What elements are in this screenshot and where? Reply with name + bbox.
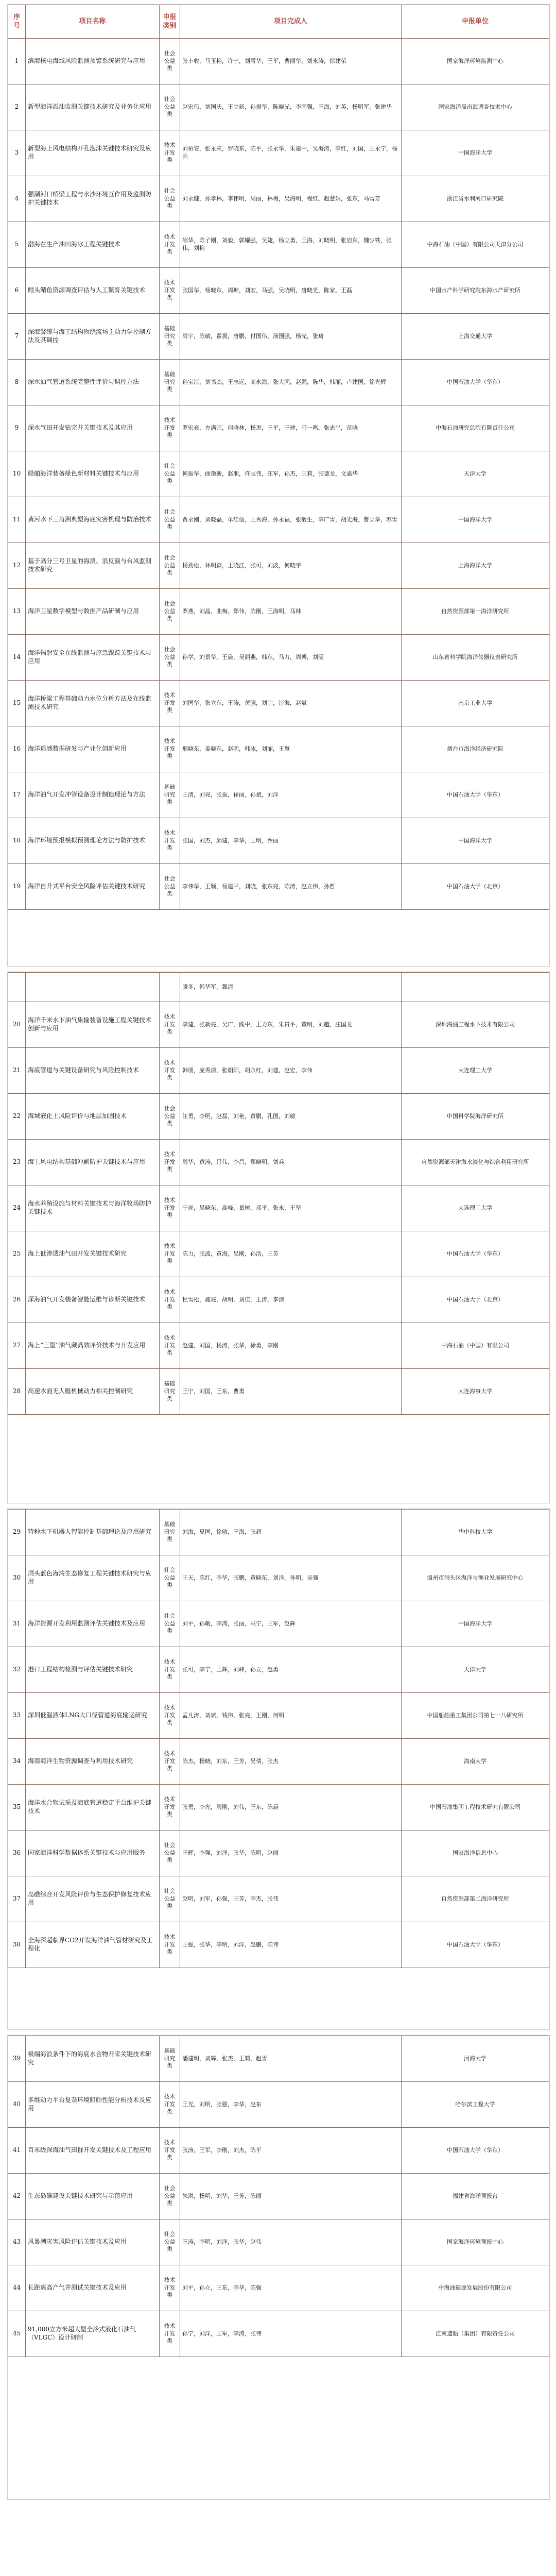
- cell-category: 社会公益类: [160, 84, 180, 130]
- header-unit: 申报单位: [402, 5, 549, 39]
- cell-no: 9: [8, 405, 26, 451]
- cell-unit: 国家海洋环境监测中心: [402, 39, 549, 84]
- cell-no: 25: [8, 1231, 26, 1277]
- cell-no: 19: [8, 864, 26, 910]
- table-row: [8, 130, 549, 176]
- cell-project-name: 深水气田开发钻完井关键技术及其应用: [26, 405, 160, 451]
- cell-no: 31: [8, 1601, 26, 1647]
- cell-project-name: 海底管道与关键设备研究与风险控制技术: [26, 1048, 160, 1094]
- table-row: [8, 1876, 549, 1922]
- cell-unit: 中国石油大学（北京）: [402, 1277, 549, 1323]
- cell-unit: 深圳海油工程水下技术有限公司: [402, 1002, 549, 1048]
- cell-people: 朱洪，杨明，刘华，王芳，陈丽: [180, 2174, 402, 2219]
- cell-category: 技术开发类: [160, 1323, 180, 1369]
- table-row: [8, 360, 549, 405]
- cell-unit: 大连理工大学: [402, 1048, 549, 1094]
- table-row: [8, 1185, 549, 1231]
- cell-category: 技术开发类: [160, 405, 180, 451]
- header-people: 项目完成人: [180, 5, 402, 39]
- cell-no: 17: [8, 772, 26, 818]
- award-table-2: [8, 972, 549, 1415]
- cell-no: 38: [8, 1922, 26, 1968]
- cell-people: 刘平，孙立，王东，李华，陈强: [180, 2265, 402, 2311]
- cell-people: 张国，刘杰，邱建，李华，王明，乔丽: [180, 818, 402, 864]
- cell-unit: 江南造船（集团）有限责任公司: [402, 2311, 549, 2357]
- table-row: [8, 864, 549, 910]
- cell-project-name: 海洋环境预报模拟预测理论方法与防护技术: [26, 818, 160, 864]
- cell-category: 技术开发类: [160, 1002, 180, 1048]
- cell-no: 30: [8, 1555, 26, 1601]
- table-row: [8, 2174, 549, 2219]
- cell-no: 33: [8, 1693, 26, 1739]
- cell-project-name: 海南海洋生物资源调查与利用技术研究: [26, 1739, 160, 1785]
- cell-no: 36: [8, 1831, 26, 1876]
- cell-no: 4: [8, 176, 26, 222]
- cell-project-name: 海洋辐射安全在线监测与应急跟踪关键技术与应用: [26, 635, 160, 681]
- cell-category: 社会公益类: [160, 1094, 180, 1140]
- cell-no: 7: [8, 314, 26, 360]
- cell-unit: 中国石油大学（华东）: [402, 360, 549, 405]
- cell-no: 20: [8, 1002, 26, 1048]
- cell-project-name: 新型海洋溢油监测关键技术研究及业务化应用: [26, 84, 160, 130]
- cell-unit: 哈尔滨工程大学: [402, 2082, 549, 2128]
- cell-project-name: 长距离高产气井测试关键技术及应用: [26, 2265, 160, 2311]
- cell-people: 韩朋，庞秀清，张朝阳，胡永红，刘建，赵宏，李伟: [180, 1048, 402, 1094]
- cell-no: 23: [8, 1140, 26, 1185]
- cell-people: 周华，黄涛，吕伟，李昌，郑晓明，刘兵: [180, 1140, 402, 1185]
- table-row: [8, 1369, 549, 1415]
- table-row: [8, 1647, 549, 1693]
- cell-category: 技术开发类: [160, 1231, 180, 1277]
- table-row: [8, 2082, 549, 2128]
- cell-project-name: 海洋千米水下油气集输装备设施工程关键技术创新与应用: [26, 1002, 160, 1048]
- table-row: [8, 1231, 549, 1277]
- table-page-2: [7, 972, 550, 1503]
- cell-category: 技术开发类: [160, 1277, 180, 1323]
- cell-unit: 国家海洋信息中心: [402, 1831, 549, 1876]
- cell-people: 王涛，李明，刘洋，张华，赵伟: [180, 2219, 402, 2265]
- table-row: [8, 2311, 549, 2357]
- cell-people: 滕冬，韩华军，魏清: [180, 973, 402, 1002]
- cell-no: 5: [8, 222, 26, 268]
- cell-no: 35: [8, 1785, 26, 1831]
- cell-category: 基础研究类: [160, 360, 180, 405]
- cell-unit: 天津大学: [402, 1647, 549, 1693]
- header-name: 项目名称: [26, 5, 160, 39]
- cell-no: 45: [8, 2311, 26, 2357]
- cell-project-name: 海洋卫星数字模型与数据产品研制与应用: [26, 589, 160, 635]
- cell-no: 14: [8, 635, 26, 681]
- cell-unit: 天津大学: [402, 451, 549, 497]
- cell-people: 周宇，陈敏，翟振，唐鹏，付国伟，汤国强，杨光，张琦: [180, 314, 402, 360]
- cell-people: 王宁，刘国，王东，曹勇: [180, 1369, 402, 1415]
- cell-unit: 福建省海洋预报台: [402, 2174, 549, 2219]
- cell-people: 张勇，李光，周刚，刘伟，王东，陈晨: [180, 1785, 402, 1831]
- cell-no: 37: [8, 1876, 26, 1922]
- cell-category: 社会公益类: [160, 589, 180, 635]
- cell-category: 社会公益类: [160, 39, 180, 84]
- cell-project-name: 海上风电结构基础冲刷防护关键技术与应用: [26, 1140, 160, 1185]
- cell-category: 技术开发类: [160, 1140, 180, 1185]
- cell-unit: 中国石油大学（北京）: [402, 864, 549, 910]
- table-page-1: [7, 4, 550, 967]
- cell-no: 16: [8, 726, 26, 772]
- table-row: [8, 2128, 549, 2174]
- cell-category: 技术开发类: [160, 268, 180, 314]
- cell-no: 42: [8, 2174, 26, 2219]
- cell-people: 罗宏亮，方满宗，何晓林，杨进，王平，王建，马一鸣，张志平，范晓: [180, 405, 402, 451]
- cell-no: 8: [8, 360, 26, 405]
- cell-people: 贾永刚，刘晓磊，单红仙，王秀海，孙永福，张敏生，李广雪，胡光海，曹立华，苏雪: [180, 497, 402, 543]
- cell-project-name: 海洋资源开发利用监测评估关键技术及应用: [26, 1601, 160, 1647]
- cell-no: 27: [8, 1323, 26, 1369]
- cell-project-name: 特种水下机器人智能控制基础理论及应用研究: [26, 1510, 160, 1555]
- cell-unit: 自然资源部第二海洋研究所: [402, 1876, 549, 1922]
- cell-people: 赵明，刘军，孙强，王芳，李杰，张伟: [180, 1876, 402, 1922]
- table-row: [8, 176, 549, 222]
- cell-category: 社会公益类: [160, 635, 180, 681]
- cell-people: 刘永健，孙孝林，李伟明，周丽，林梅，吴海明，程红，赵慧娟，张东，马雪芳: [180, 176, 402, 222]
- table-row: [8, 973, 549, 1002]
- cell-people: 李伟华，王颖，杨建平，刘晓，张东亮，陈涛，赵立伟，孙哲: [180, 864, 402, 910]
- cell-category: 社会公益类: [160, 2219, 180, 2265]
- cell-no: 15: [8, 681, 26, 726]
- cell-no: 21: [8, 1048, 26, 1094]
- cell-project-name: 高速水面无人艇机械动力相关控制研究: [26, 1369, 160, 1415]
- cell-unit: 中国船舶重工集团公司第七一八研究所: [402, 1693, 549, 1739]
- cell-project-name: 深海警缆与海工结构物绕流场主动力学控制方法及其调控: [26, 314, 160, 360]
- cell-project-name: 91,000立方米超大型全冷式液化石油气（VLGC）设计研制: [26, 2311, 160, 2357]
- header-no: 序号: [8, 5, 26, 39]
- table-row: [8, 1785, 549, 1831]
- cell-category: 技术开发类: [160, 1185, 180, 1231]
- table-row: [8, 543, 549, 589]
- cell-no: 34: [8, 1739, 26, 1785]
- cell-category: 社会公益类: [160, 1555, 180, 1601]
- cell-no: 12: [8, 543, 26, 589]
- cell-project-name: 船舶海洋装备绿色新材料关键技术与应用: [26, 451, 160, 497]
- cell-project-name: 强潮河口桥梁工程与水沙环境互作用及监测防护关键技术: [26, 176, 160, 222]
- cell-unit: 山东省科学院海洋仪器仪表研究所: [402, 635, 549, 681]
- cell-unit: 上海交通大学: [402, 314, 549, 360]
- cell-category: 技术开发类: [160, 2128, 180, 2174]
- cell-unit: 中海石油研究总院有限责任公司: [402, 405, 549, 451]
- table-page-4: [7, 2035, 550, 2500]
- table-row: [8, 314, 549, 360]
- table-row: [8, 2219, 549, 2265]
- cell-people: 刘平，孙敏，李涛，张丽，马宁，王军，赵辉: [180, 1601, 402, 1647]
- cell-project-name: 海洋自升式平台安全风险评估关键技术研究: [26, 864, 160, 910]
- cell-people: 张国华，杨晓东，周坤，刘宏，马强，吴晓明，唐晓光，陈家，王磊: [180, 268, 402, 314]
- cell-category: [160, 973, 180, 1002]
- cell-unit: 中海石油（中国）有限公司: [402, 1323, 549, 1369]
- cell-no: 40: [8, 2082, 26, 2128]
- table-row: [8, 1002, 549, 1048]
- cell-no: 18: [8, 818, 26, 864]
- cell-unit: 中国石油大学（华东）: [402, 772, 549, 818]
- cell-unit: 中国水产科学研究院东海水产研究所: [402, 268, 549, 314]
- cell-people: 王强，张华，李明，刘洋，赵鹏，陈伟: [180, 1922, 402, 1968]
- table-row: [8, 497, 549, 543]
- cell-category: 技术开发类: [160, 818, 180, 864]
- cell-people: 潘建明，刘辉，张杰，王莉，赵雪: [180, 2036, 402, 2082]
- cell-project-name: 新型海上风电结构开孔泡沫关键技术研究及应用: [26, 130, 160, 176]
- table-row: [8, 1739, 549, 1785]
- cell-people: 孙宝江，刘书杰，王志远，高永海，张大同，赵鹏，陈华，韩丽，卢建国，徐光辉: [180, 360, 402, 405]
- cell-category: 基础研究类: [160, 314, 180, 360]
- cell-unit: 中国科学院海洋研究所: [402, 1094, 549, 1140]
- cell-no: 10: [8, 451, 26, 497]
- cell-no: 1: [8, 39, 26, 84]
- cell-project-name: 生态岛礁建设关键技术研究与示范应用: [26, 2174, 160, 2219]
- cell-people: 王天，陈红，李华，张鹏，黄晓东，刘洋，孙明，吴强: [180, 1555, 402, 1601]
- cell-project-name: 海洋遥感数据研发与产业化创新应用: [26, 726, 160, 772]
- cell-no: 28: [8, 1369, 26, 1415]
- cell-unit: 海南大学: [402, 1739, 549, 1785]
- cell-project-name: 全海深超临界CO2开发海洋油气管材研究及工程化: [26, 1922, 160, 1968]
- cell-unit: 大连海事大学: [402, 1369, 549, 1415]
- cell-project-name: [26, 973, 160, 1002]
- cell-category: 基础研究类: [160, 772, 180, 818]
- cell-no: 11: [8, 497, 26, 543]
- cell-project-name: 风暴潮灾害风险评估关键技术及应用: [26, 2219, 160, 2265]
- cell-no: 3: [8, 130, 26, 176]
- cell-category: 技术开发类: [160, 2265, 180, 2311]
- table-header: [8, 5, 549, 39]
- cell-unit: 上海海洋大学: [402, 543, 549, 589]
- cell-unit: 自然资源部天津海水淡化与综合利用研究所: [402, 1140, 549, 1185]
- cell-unit: 中国石油集团工程技术研究有限公司: [402, 1785, 549, 1831]
- cell-people: 宁亮，吴晓东，高峰，葛树，邓平，张永，王坚: [180, 1185, 402, 1231]
- cell-unit: 中海油能源发展股份有限公司: [402, 2265, 549, 2311]
- cell-category: 社会公益类: [160, 1601, 180, 1647]
- table-row: [8, 818, 549, 864]
- cell-no: 29: [8, 1510, 26, 1555]
- cell-project-name: 百米级深海油气田群开发关键技术及工程应用: [26, 2128, 160, 2174]
- cell-no: [8, 973, 26, 1002]
- cell-no: 6: [8, 268, 26, 314]
- table-row: [8, 726, 549, 772]
- cell-category: 基础研究类: [160, 1369, 180, 1415]
- cell-project-name: 海上“三型”油气藏高效评价技术与开发应用: [26, 1323, 160, 1369]
- cell-project-name: 多维动力平台复杂环境船舶性能分析技术及应用: [26, 2082, 160, 2128]
- cell-people: 刘海，夏国，徐敏，王海，张超: [180, 1510, 402, 1555]
- table-row: [8, 772, 549, 818]
- cell-project-name: 滨海核电海域风险监测预警系统研究与应用: [26, 39, 160, 84]
- table-row: [8, 1922, 549, 1968]
- table-row: [8, 1601, 549, 1647]
- cell-category: 基础研究类: [160, 1510, 180, 1555]
- cell-unit: 南京工业大学: [402, 681, 549, 726]
- cell-unit: 国家海洋环境预报中心: [402, 2219, 549, 2265]
- cell-no: 26: [8, 1277, 26, 1323]
- cell-unit: 中国石油大学（华东）: [402, 2128, 549, 2174]
- cell-people: 刘国华，张立东，王涛，黄强，刘宇，汪海，赵斌: [180, 681, 402, 726]
- cell-people: 陈杰，杨晓，刘东，王芳，吴倩，张杰: [180, 1739, 402, 1785]
- cell-project-name: 深海油气开发装备智能运维与诊断关键技术: [26, 1277, 160, 1323]
- cell-category: 社会公益类: [160, 864, 180, 910]
- cell-category: 基础研究类: [160, 2036, 180, 2082]
- cell-project-name: 深圳低温液体LNG大口径管道海底输运研究: [26, 1693, 160, 1739]
- cell-category: 技术开发类: [160, 130, 180, 176]
- table-row: [8, 1693, 549, 1739]
- cell-project-name: 洞头蓝色海湾生态修复工程关键技术研究与应用: [26, 1555, 160, 1601]
- cell-people: 王光，刘明，张强，李华，赵东: [180, 2082, 402, 2128]
- cell-unit: 自然资源部第一海洋研究所: [402, 589, 549, 635]
- cell-people: 孙宁，刘洋，王军，李涛，张伟: [180, 2311, 402, 2357]
- cell-people: 杨劲松，林明森，王晓江，张可，刘波，何晓宇: [180, 543, 402, 589]
- cell-unit: 中国石油大学（华东）: [402, 1231, 549, 1277]
- cell-no: 2: [8, 84, 26, 130]
- cell-project-name: 岛礁综合开发风险评价与生态保护修复技术应用: [26, 1876, 160, 1922]
- cell-project-name: 极端海浪条件下的海底水合物开采关键技术研究: [26, 2036, 160, 2082]
- cell-project-name: 海洋油气开发冲管设备设计制造理论与方法: [26, 772, 160, 818]
- table-row: [8, 2036, 549, 2082]
- cell-people: 赵宏伟，刘国庆，王立新，孙振华，陈晓光，李国强，王海，刘英，杨明军，张建华: [180, 84, 402, 130]
- table-page-3: [7, 1509, 550, 2030]
- cell-people: 张涛，王军，李刚，刘杰，陈平: [180, 2128, 402, 2174]
- table-row: [8, 222, 549, 268]
- table-row: [8, 1555, 549, 1601]
- table-row: [8, 681, 549, 726]
- cell-project-name: 鳕头鲭鱼资源调查评估与人工繁育关键技术: [26, 268, 160, 314]
- cell-unit: 烟台市海洋经济研究院: [402, 726, 549, 772]
- cell-unit: 中国石油大学（华东）: [402, 1922, 549, 1968]
- cell-unit: 浙江省水利河口研究院: [402, 176, 549, 222]
- cell-no: 13: [8, 589, 26, 635]
- cell-project-name: 深水油气管道系统完整性评价与调控方法: [26, 360, 160, 405]
- cell-people: 杜雪松，施亮，胡明，刘佳，王涛，李清: [180, 1277, 402, 1323]
- cell-people: 邢晓东，姜晓东，赵明，韩冰，刘丽，王慧: [180, 726, 402, 772]
- table-row: [8, 1140, 549, 1185]
- cell-unit: 华中科技大学: [402, 1510, 549, 1555]
- header-category: 申报类别: [160, 5, 180, 39]
- cell-people: 邵华，陈子刚，刘毅，郭耀强，吴婕，杨立勇，王海，刘晓明，张启东，魏少铁，张伟，刘艳: [180, 222, 402, 268]
- cell-category: 技术开发类: [160, 726, 180, 772]
- table-row: [8, 1094, 549, 1140]
- award-table-4: [8, 2036, 549, 2357]
- cell-people: 李建，张新亮，吴广，熊中，王力东，朱贵平，董明，刘越，庄国龙: [180, 1002, 402, 1048]
- cell-unit: 中国海洋大学: [402, 130, 549, 176]
- table-row: [8, 451, 549, 497]
- cell-category: 技术开发类: [160, 681, 180, 726]
- cell-people: 罗燕，刘晶，曲梅，郑伟，陈刚，王海明，马林: [180, 589, 402, 635]
- cell-category: 技术开发类: [160, 1739, 180, 1785]
- table-row: [8, 405, 549, 451]
- cell-people: 陈力，张波，黄海，吴刚，孙浩，王芳: [180, 1231, 402, 1277]
- cell-category: 技术开发类: [160, 1048, 180, 1094]
- cell-people: 孙学，刘景华，王晨，吴丽燕，韩东，马力，周博，刘雯: [180, 635, 402, 681]
- cell-unit: 温州市洞头区海洋与渔业发展研究中心: [402, 1555, 549, 1601]
- cell-project-name: 海洋水合物试采及海底管道稳定平台维护关键技术: [26, 1785, 160, 1831]
- cell-unit: 中海石油（中国）有限公司天津分公司: [402, 222, 549, 268]
- cell-category: 技术开发类: [160, 222, 180, 268]
- table-row: [8, 1048, 549, 1094]
- table-row: [8, 1510, 549, 1555]
- cell-unit: 中国海洋大学: [402, 1601, 549, 1647]
- cell-people: 刘柏安，张永来，罗晓东，陈平，张永华，朱建中，吴海涛，李红，刘国，王永宁，杨兵: [180, 130, 402, 176]
- cell-unit: 中国海洋大学: [402, 818, 549, 864]
- cell-no: 41: [8, 2128, 26, 2174]
- cell-no: 32: [8, 1647, 26, 1693]
- cell-category: 社会公益类: [160, 497, 180, 543]
- table-row: [8, 39, 549, 84]
- cell-category: 技术开发类: [160, 1647, 180, 1693]
- cell-no: 44: [8, 2265, 26, 2311]
- award-table-3: [8, 1509, 549, 1968]
- cell-no: 43: [8, 2219, 26, 2265]
- cell-unit: [402, 973, 549, 1002]
- cell-unit: 国家海洋局南海调查技术中心: [402, 84, 549, 130]
- cell-no: 22: [8, 1094, 26, 1140]
- table-row: [8, 589, 549, 635]
- cell-category: 技术开发类: [160, 2311, 180, 2357]
- table-row: [8, 268, 549, 314]
- cell-category: 社会公益类: [160, 451, 180, 497]
- table-row: [8, 635, 549, 681]
- cell-category: 技术开发类: [160, 1922, 180, 1968]
- table-row: [8, 84, 549, 130]
- award-table-1: [8, 5, 549, 910]
- cell-project-name: 海洋桥梁工程基础动力水位分析方法及在线监测技术研究: [26, 681, 160, 726]
- table-row: [8, 1277, 549, 1323]
- cell-project-name: 海上低渗透油气田开发关键技术研究: [26, 1231, 160, 1277]
- cell-unit: 中国海洋大学: [402, 497, 549, 543]
- cell-category: 技术开发类: [160, 2082, 180, 2128]
- cell-people: 王清，刘亮，张振，崔丽，孙斌，刘洋: [180, 772, 402, 818]
- cell-no: 39: [8, 2036, 26, 2082]
- cell-project-name: 海域液化土风险评价与地层加固技术: [26, 1094, 160, 1140]
- table-row: [8, 2265, 549, 2311]
- cell-unit: 河海大学: [402, 2036, 549, 2082]
- cell-category: 社会公益类: [160, 176, 180, 222]
- cell-project-name: 国家海洋科学数据体系关键技术与应用服务: [26, 1831, 160, 1876]
- cell-unit: 大连理工大学: [402, 1185, 549, 1231]
- cell-people: 赵建，刘国，杨涛，张华，徐勇，李刚: [180, 1323, 402, 1369]
- cell-category: 技术开发类: [160, 1693, 180, 1739]
- cell-category: 社会公益类: [160, 2174, 180, 2219]
- table-row: [8, 1831, 549, 1876]
- cell-project-name: 基于高分三号卫星的海浪、浪反演与台风监测技术研究: [26, 543, 160, 589]
- cell-project-name: 海水养殖设施与材料关键技术与海洋牧场防护关键技术: [26, 1185, 160, 1231]
- cell-people: 孟凡涛，刘斌，钱伟，张亮，王刚，何明: [180, 1693, 402, 1739]
- cell-project-name: 黄河水下三角洲典型海底灾害机理与防治技术: [26, 497, 160, 543]
- cell-people: 汪勇，李明，赵磊，刘艳，黄鹏，孔国，刘敏: [180, 1094, 402, 1140]
- cell-people: 何振华，曲艳新，赵朋，许志伟，汪军，孙杰，王莉，张德龙，文嘉华: [180, 451, 402, 497]
- cell-people: 张可，李宁，王辉，刘峰，孙立，赵勇: [180, 1647, 402, 1693]
- cell-project-name: 港口工程结构检测与评估关键技术研究: [26, 1647, 160, 1693]
- cell-category: 社会公益类: [160, 543, 180, 589]
- cell-no: 24: [8, 1185, 26, 1231]
- cell-category: 技术开发类: [160, 1785, 180, 1831]
- table-row: [8, 1323, 549, 1369]
- cell-people: 王辉，李强，刘洋，张华，陈明，赵丽: [180, 1831, 402, 1876]
- cell-people: 张丰收，马玉艳，许宁，刘雪华，王平，曹丽华，刘永涛，徐建荣: [180, 39, 402, 84]
- cell-project-name: 渤海在生产油田海冰工程关键技术: [26, 222, 160, 268]
- cell-category: 社会公益类: [160, 1831, 180, 1876]
- cell-category: 社会公益类: [160, 1876, 180, 1922]
